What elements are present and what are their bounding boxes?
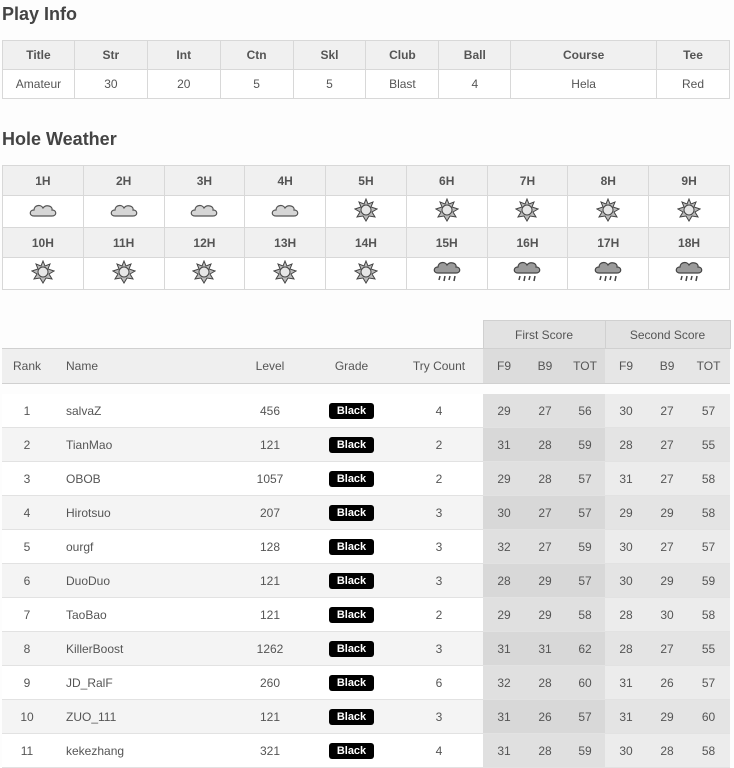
player-name: ZUO_111 bbox=[52, 700, 232, 734]
level-cell: 121 bbox=[232, 428, 308, 462]
level-cell: 207 bbox=[232, 496, 308, 530]
hole-weather-cell bbox=[406, 196, 487, 228]
first-b9-cell: 28 bbox=[525, 462, 565, 496]
hole-weather-cell bbox=[164, 196, 245, 228]
first-f9-cell: 32 bbox=[483, 666, 525, 700]
second-b9-cell: 30 bbox=[647, 598, 687, 632]
player-name: TaoBao bbox=[52, 598, 232, 632]
second-tot-cell: 55 bbox=[687, 428, 730, 462]
table-row bbox=[2, 734, 730, 768]
second-b9-cell: 26 bbox=[647, 666, 687, 700]
table-row bbox=[2, 496, 730, 530]
header-club: Club bbox=[366, 41, 439, 70]
sun-icon bbox=[677, 198, 701, 225]
hole-label: 12H bbox=[164, 228, 245, 258]
level-cell: 128 bbox=[232, 530, 308, 564]
sun-icon bbox=[192, 260, 216, 287]
col-name: Name bbox=[52, 349, 232, 384]
hole-weather-cell bbox=[406, 258, 487, 290]
second-b9-cell: 29 bbox=[647, 700, 687, 734]
col-second-tot: TOT bbox=[687, 349, 730, 384]
value-ball: 4 bbox=[439, 70, 511, 99]
try-count-cell: 4 bbox=[395, 394, 483, 428]
grade-cell bbox=[308, 632, 395, 666]
first-f9-cell: 28 bbox=[483, 564, 525, 598]
table-row bbox=[2, 394, 730, 428]
rank-cell: 5 bbox=[2, 530, 52, 564]
sun-icon bbox=[596, 198, 620, 225]
second-b9-cell: 27 bbox=[647, 394, 687, 428]
hole-weather-cell bbox=[649, 258, 730, 290]
second-f9-cell: 28 bbox=[605, 632, 647, 666]
first-b9-cell: 27 bbox=[525, 530, 565, 564]
player-name: DuoDuo bbox=[52, 564, 232, 598]
level-cell: 121 bbox=[232, 598, 308, 632]
first-b9-cell: 26 bbox=[525, 700, 565, 734]
hole-label: 6H bbox=[406, 166, 487, 196]
grade-cell bbox=[308, 666, 395, 700]
col-grade: Grade bbox=[308, 349, 395, 384]
hole-label: 10H bbox=[3, 228, 84, 258]
grade-badge: Black bbox=[329, 539, 374, 555]
ranking-table bbox=[2, 320, 731, 768]
hole-label: 8H bbox=[568, 166, 649, 196]
try-count-cell: 3 bbox=[395, 632, 483, 666]
hole-weather-table bbox=[2, 165, 730, 290]
sun-icon bbox=[354, 198, 378, 225]
second-tot-cell: 57 bbox=[687, 530, 730, 564]
player-name: kekezhang bbox=[52, 734, 232, 768]
rank-cell: 9 bbox=[2, 666, 52, 700]
play-info-table bbox=[2, 40, 730, 99]
sun-icon bbox=[273, 260, 297, 287]
rank-cell: 7 bbox=[2, 598, 52, 632]
col-first-b9: B9 bbox=[525, 349, 565, 384]
sun-icon bbox=[515, 198, 539, 225]
first-tot-cell: 59 bbox=[565, 428, 605, 462]
grade-badge: Black bbox=[329, 641, 374, 657]
second-tot-cell: 58 bbox=[687, 734, 730, 768]
first-b9-cell: 28 bbox=[525, 428, 565, 462]
hole-label: 18H bbox=[649, 228, 730, 258]
first-f9-cell: 31 bbox=[483, 428, 525, 462]
level-cell: 1262 bbox=[232, 632, 308, 666]
col-level: Level bbox=[232, 349, 308, 384]
first-f9-cell: 31 bbox=[483, 632, 525, 666]
try-count-cell: 4 bbox=[395, 734, 483, 768]
sun-icon bbox=[354, 260, 378, 287]
hole-weather-cell bbox=[649, 196, 730, 228]
group-header-blank bbox=[2, 321, 483, 349]
try-count-cell: 6 bbox=[395, 666, 483, 700]
cloud-icon bbox=[109, 201, 139, 222]
value-str: 30 bbox=[74, 70, 147, 99]
grade-badge: Black bbox=[329, 403, 374, 419]
hole-weather-cell bbox=[487, 196, 568, 228]
rank-cell: 11 bbox=[2, 734, 52, 768]
hole-weather-cell bbox=[83, 196, 164, 228]
first-f9-cell: 30 bbox=[483, 496, 525, 530]
hole-weather-cell bbox=[164, 258, 245, 290]
rank-cell: 1 bbox=[2, 394, 52, 428]
play-info-title: Play Info bbox=[2, 4, 78, 24]
table-row bbox=[2, 666, 730, 700]
hole-weather-cell bbox=[3, 196, 84, 228]
hole-label: 2H bbox=[83, 166, 164, 196]
value-int: 20 bbox=[147, 70, 220, 99]
sun-icon bbox=[112, 260, 136, 287]
hole-weather-cell bbox=[326, 196, 407, 228]
rain-icon bbox=[432, 260, 462, 287]
hole-weather-title: Hole Weather bbox=[2, 129, 117, 149]
col-first-f9: F9 bbox=[483, 349, 525, 384]
second-tot-cell: 57 bbox=[687, 394, 730, 428]
hole-weather-cell bbox=[245, 258, 326, 290]
second-f9-cell: 30 bbox=[605, 734, 647, 768]
grade-cell bbox=[308, 496, 395, 530]
first-b9-cell: 29 bbox=[525, 564, 565, 598]
player-name: salvaZ bbox=[52, 394, 232, 428]
second-tot-cell: 59 bbox=[687, 564, 730, 598]
header-int: Int bbox=[147, 41, 220, 70]
second-tot-cell: 58 bbox=[687, 598, 730, 632]
header-tee: Tee bbox=[657, 41, 730, 70]
second-f9-cell: 28 bbox=[605, 598, 647, 632]
table-row bbox=[2, 564, 730, 598]
cloud-icon bbox=[28, 201, 58, 222]
second-b9-cell: 27 bbox=[647, 462, 687, 496]
second-tot-cell: 58 bbox=[687, 462, 730, 496]
first-tot-cell: 62 bbox=[565, 632, 605, 666]
rain-icon bbox=[512, 260, 542, 287]
try-count-cell: 2 bbox=[395, 428, 483, 462]
first-score-header: First Score bbox=[483, 321, 605, 349]
col-second-f9: F9 bbox=[605, 349, 647, 384]
hole-weather-cell bbox=[568, 258, 649, 290]
grade-badge: Black bbox=[329, 675, 374, 691]
grade-cell bbox=[308, 428, 395, 462]
second-b9-cell: 29 bbox=[647, 496, 687, 530]
first-f9-cell: 29 bbox=[483, 394, 525, 428]
first-f9-cell: 32 bbox=[483, 530, 525, 564]
hole-label: 14H bbox=[326, 228, 407, 258]
hole-label: 9H bbox=[649, 166, 730, 196]
second-tot-cell: 57 bbox=[687, 666, 730, 700]
grade-badge: Black bbox=[329, 437, 374, 453]
level-cell: 456 bbox=[232, 394, 308, 428]
table-row bbox=[2, 530, 730, 564]
grade-cell bbox=[308, 734, 395, 768]
hole-weather-cell bbox=[487, 258, 568, 290]
col-try-count: Try Count bbox=[395, 349, 483, 384]
second-f9-cell: 30 bbox=[605, 564, 647, 598]
second-f9-cell: 30 bbox=[605, 394, 647, 428]
hole-label: 7H bbox=[487, 166, 568, 196]
grade-cell bbox=[308, 462, 395, 496]
first-b9-cell: 31 bbox=[525, 632, 565, 666]
hole-weather-cell bbox=[3, 258, 84, 290]
rank-cell: 4 bbox=[2, 496, 52, 530]
second-b9-cell: 29 bbox=[647, 564, 687, 598]
rank-cell: 3 bbox=[2, 462, 52, 496]
level-cell: 321 bbox=[232, 734, 308, 768]
second-b9-cell: 27 bbox=[647, 632, 687, 666]
header-ball: Ball bbox=[439, 41, 511, 70]
value-course: Hela bbox=[511, 70, 657, 99]
col-second-b9: B9 bbox=[647, 349, 687, 384]
try-count-cell: 2 bbox=[395, 462, 483, 496]
level-cell: 121 bbox=[232, 700, 308, 734]
player-name: Hirotsuo bbox=[52, 496, 232, 530]
rain-icon bbox=[674, 260, 704, 287]
hole-label: 5H bbox=[326, 166, 407, 196]
table-row bbox=[2, 700, 730, 734]
first-tot-cell: 58 bbox=[565, 598, 605, 632]
hole-weather-cell bbox=[83, 258, 164, 290]
cloud-icon bbox=[189, 201, 219, 222]
second-tot-cell: 60 bbox=[687, 700, 730, 734]
second-f9-cell: 31 bbox=[605, 462, 647, 496]
header-str: Str bbox=[74, 41, 147, 70]
value-skl: 5 bbox=[293, 70, 366, 99]
rain-icon bbox=[593, 260, 623, 287]
try-count-cell: 3 bbox=[395, 496, 483, 530]
first-f9-cell: 31 bbox=[483, 734, 525, 768]
value-tee: Red bbox=[657, 70, 730, 99]
hole-label: 11H bbox=[83, 228, 164, 258]
second-f9-cell: 30 bbox=[605, 530, 647, 564]
try-count-cell: 2 bbox=[395, 598, 483, 632]
hole-label: 1H bbox=[3, 166, 84, 196]
rank-cell: 8 bbox=[2, 632, 52, 666]
try-count-cell: 3 bbox=[395, 700, 483, 734]
first-b9-cell: 28 bbox=[525, 666, 565, 700]
hole-label: 3H bbox=[164, 166, 245, 196]
level-cell: 1057 bbox=[232, 462, 308, 496]
second-b9-cell: 27 bbox=[647, 428, 687, 462]
header-course: Course bbox=[511, 41, 657, 70]
header-skl: Skl bbox=[293, 41, 366, 70]
try-count-cell: 3 bbox=[395, 530, 483, 564]
grade-badge: Black bbox=[329, 471, 374, 487]
hole-label: 4H bbox=[245, 166, 326, 196]
player-name: ourgf bbox=[52, 530, 232, 564]
first-b9-cell: 29 bbox=[525, 598, 565, 632]
grade-cell bbox=[308, 394, 395, 428]
first-f9-cell: 31 bbox=[483, 700, 525, 734]
second-tot-cell: 55 bbox=[687, 632, 730, 666]
player-name: JD_RalF bbox=[52, 666, 232, 700]
table-row bbox=[2, 632, 730, 666]
rank-cell: 2 bbox=[2, 428, 52, 462]
grade-cell bbox=[308, 530, 395, 564]
second-score-header: Second Score bbox=[605, 321, 730, 349]
col-first-tot: TOT bbox=[565, 349, 605, 384]
sun-icon bbox=[31, 260, 55, 287]
grade-cell bbox=[308, 700, 395, 734]
grade-cell bbox=[308, 598, 395, 632]
grade-cell bbox=[308, 564, 395, 598]
hole-weather-cell bbox=[568, 196, 649, 228]
second-f9-cell: 29 bbox=[605, 496, 647, 530]
value-title: Amateur bbox=[3, 70, 75, 99]
first-tot-cell: 57 bbox=[565, 496, 605, 530]
first-tot-cell: 57 bbox=[565, 564, 605, 598]
try-count-cell: 3 bbox=[395, 564, 483, 598]
second-f9-cell: 31 bbox=[605, 666, 647, 700]
table-row bbox=[2, 462, 730, 496]
second-b9-cell: 28 bbox=[647, 734, 687, 768]
first-f9-cell: 29 bbox=[483, 598, 525, 632]
header-ctn: Ctn bbox=[220, 41, 293, 70]
hole-weather-cell bbox=[326, 258, 407, 290]
hole-label: 17H bbox=[568, 228, 649, 258]
grade-badge: Black bbox=[329, 607, 374, 623]
second-b9-cell: 27 bbox=[647, 530, 687, 564]
sun-icon bbox=[435, 198, 459, 225]
first-tot-cell: 60 bbox=[565, 666, 605, 700]
second-f9-cell: 31 bbox=[605, 700, 647, 734]
grade-badge: Black bbox=[329, 709, 374, 725]
first-b9-cell: 27 bbox=[525, 496, 565, 530]
hole-weather-cell bbox=[245, 196, 326, 228]
header-spacer bbox=[2, 384, 730, 395]
hole-label: 15H bbox=[406, 228, 487, 258]
first-f9-cell: 29 bbox=[483, 462, 525, 496]
player-name: TianMao bbox=[52, 428, 232, 462]
value-ctn: 5 bbox=[220, 70, 293, 99]
grade-badge: Black bbox=[329, 505, 374, 521]
grade-badge: Black bbox=[329, 743, 374, 759]
rank-cell: 6 bbox=[2, 564, 52, 598]
value-club: Blast bbox=[366, 70, 439, 99]
level-cell: 121 bbox=[232, 564, 308, 598]
second-tot-cell: 58 bbox=[687, 496, 730, 530]
table-row bbox=[2, 598, 730, 632]
first-tot-cell: 56 bbox=[565, 394, 605, 428]
hole-label: 13H bbox=[245, 228, 326, 258]
grade-badge: Black bbox=[329, 573, 374, 589]
first-tot-cell: 57 bbox=[565, 700, 605, 734]
first-tot-cell: 59 bbox=[565, 530, 605, 564]
first-tot-cell: 57 bbox=[565, 462, 605, 496]
first-b9-cell: 28 bbox=[525, 734, 565, 768]
player-name: KillerBoost bbox=[52, 632, 232, 666]
hole-label: 16H bbox=[487, 228, 568, 258]
cloud-icon bbox=[270, 201, 300, 222]
player-name: OBOB bbox=[52, 462, 232, 496]
header-title: Title bbox=[3, 41, 75, 70]
level-cell: 260 bbox=[232, 666, 308, 700]
col-rank: Rank bbox=[2, 349, 52, 384]
first-tot-cell: 59 bbox=[565, 734, 605, 768]
table-row bbox=[2, 428, 730, 462]
first-b9-cell: 27 bbox=[525, 394, 565, 428]
second-f9-cell: 28 bbox=[605, 428, 647, 462]
rank-cell: 10 bbox=[2, 700, 52, 734]
